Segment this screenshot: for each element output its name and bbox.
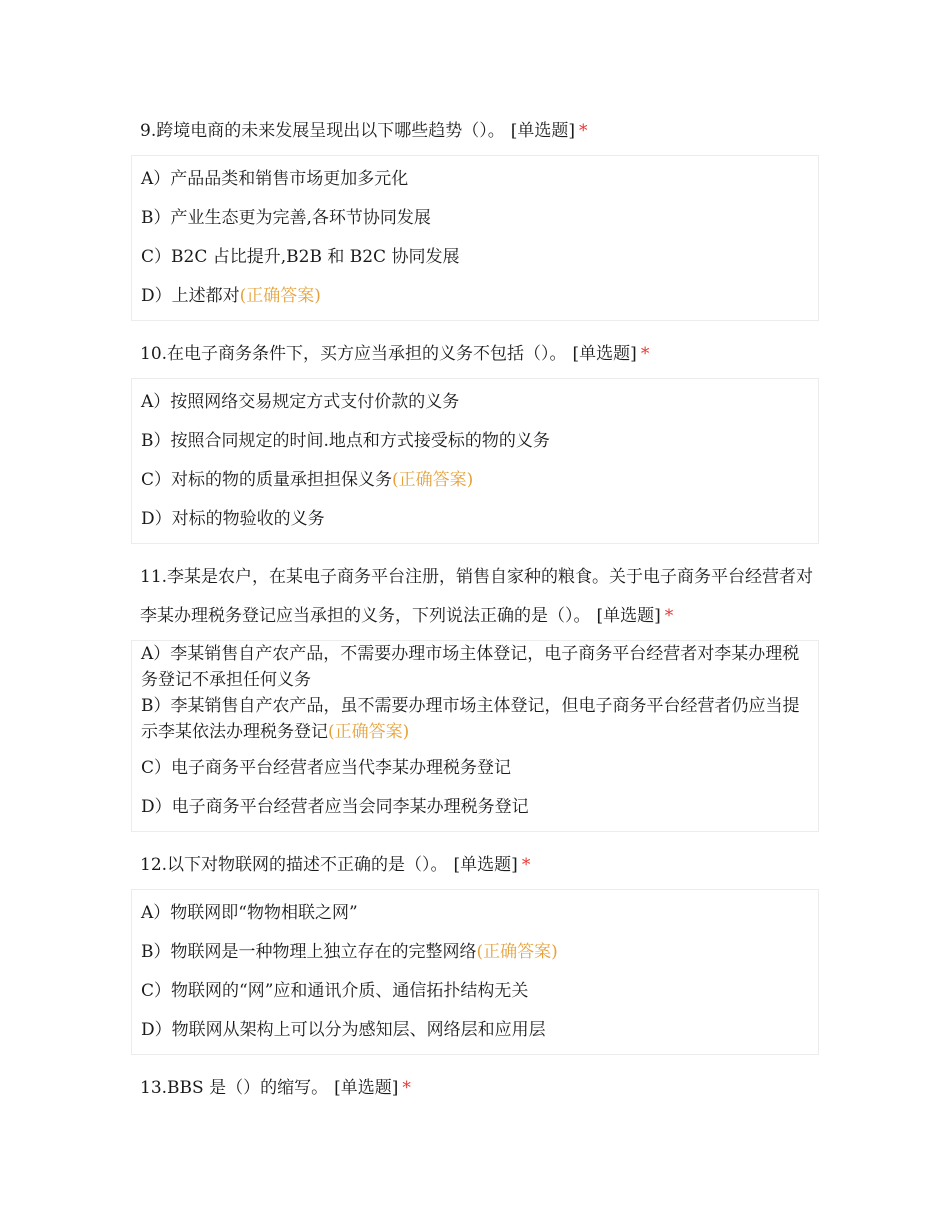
option-text: A）李某销售自产农产品，不需要办理市场主体登记，电子商务平台经营者对李某办理税务登记不承担任何义务 — [141, 644, 800, 690]
question-type: [单选题] — [334, 1078, 399, 1098]
option-text: C）B2C 占比提升,B2B 和 B2C 协同发展 — [141, 247, 460, 267]
option-c[interactable] — [141, 461, 818, 500]
question-title — [140, 1069, 820, 1112]
option-d[interactable] — [141, 788, 818, 827]
options-box — [131, 155, 819, 321]
option-text: A）物联网即“物物相联之网” — [141, 903, 358, 923]
option-b[interactable] — [141, 693, 811, 745]
option-text: B）物联网是一种物理上独立存在的完整网络 — [141, 942, 477, 962]
required-mark: * — [664, 606, 674, 626]
question-text: 9.跨境电商的未来发展呈现出以下哪些趋势（）。 — [140, 121, 505, 141]
option-c[interactable] — [141, 749, 818, 788]
question-title — [140, 335, 820, 378]
options-box — [131, 889, 819, 1055]
option-b[interactable] — [141, 422, 818, 461]
option-text: D）上述都对 — [141, 286, 240, 306]
question-text: 11.李某是农户，在某电子商务平台注册，销售自家种的粮食。关于电子商务平台经营者对李某办理税务登记应当承担的义务，下列说法正确的是（）。 — [140, 567, 814, 626]
option-d[interactable] — [141, 1011, 818, 1050]
correct-answer-tag: (正确答案) — [239, 286, 321, 306]
option-text: C）对标的物的质量承担担保义务 — [141, 470, 393, 490]
option-text: D）对标的物验收的义务 — [141, 509, 325, 529]
question-11 — [0, 558, 950, 832]
option-text: D）物联网从架构上可以分为感知层、网络层和应用层 — [141, 1020, 546, 1040]
required-mark: * — [521, 855, 531, 875]
option-d[interactable] — [141, 277, 818, 316]
question-10 — [0, 335, 950, 544]
option-text: B）按照合同规定的时间.地点和方式接受标的物的义务 — [141, 431, 550, 451]
correct-answer-tag: (正确答案) — [328, 722, 410, 742]
option-b[interactable] — [141, 933, 818, 972]
question-13 — [0, 1069, 950, 1112]
option-text: A）按照网络交易规定方式支付价款的义务 — [141, 392, 460, 412]
correct-answer-tag: (正确答案) — [392, 470, 474, 490]
required-mark: * — [640, 344, 650, 364]
option-text: B）产业生态更为完善,各环节协同发展 — [141, 208, 431, 228]
required-mark: * — [402, 1078, 411, 1098]
options-box — [131, 640, 819, 832]
question-type: [单选题] — [596, 606, 661, 626]
question-9 — [0, 112, 950, 321]
required-mark: * — [578, 121, 588, 141]
question-text: 12.以下对物联网的描述不正确的是（）。 — [140, 855, 448, 875]
option-c[interactable] — [141, 972, 818, 1011]
question-text: 10.在电子商务条件下，买方应当承担的义务不包括（）。 — [140, 344, 567, 364]
question-12 — [0, 846, 950, 1055]
option-text: B）李某销售自产农产品，虽不需要办理市场主体登记，但电子商务平台经营者仍应当提示李某依法办理税务登记 — [141, 696, 800, 742]
question-type: [单选题] — [572, 344, 637, 364]
option-d[interactable] — [141, 500, 818, 539]
option-a[interactable] — [141, 383, 818, 422]
question-title — [140, 112, 820, 155]
option-a[interactable] — [141, 160, 818, 199]
option-text: C）电子商务平台经营者应当代李某办理税务登记 — [141, 758, 512, 778]
option-a[interactable] — [141, 641, 811, 693]
option-text: A）产品品类和销售市场更加多元化 — [141, 169, 409, 189]
option-a[interactable] — [141, 894, 818, 933]
options-box — [131, 378, 819, 544]
question-text: 13.BBS 是（）的缩写。 — [140, 1078, 329, 1098]
correct-answer-tag: (正确答案) — [476, 942, 558, 962]
question-title — [140, 846, 820, 889]
question-type: [单选题] — [510, 121, 575, 141]
question-type: [单选题] — [453, 855, 518, 875]
option-text: D）电子商务平台经营者应当会同李某办理税务登记 — [141, 797, 529, 817]
option-c[interactable] — [141, 238, 818, 277]
option-text: C）物联网的“网”应和通讯介质、通信拓扑结构无关 — [141, 981, 529, 1001]
option-b[interactable] — [141, 199, 818, 238]
question-title — [140, 558, 820, 640]
